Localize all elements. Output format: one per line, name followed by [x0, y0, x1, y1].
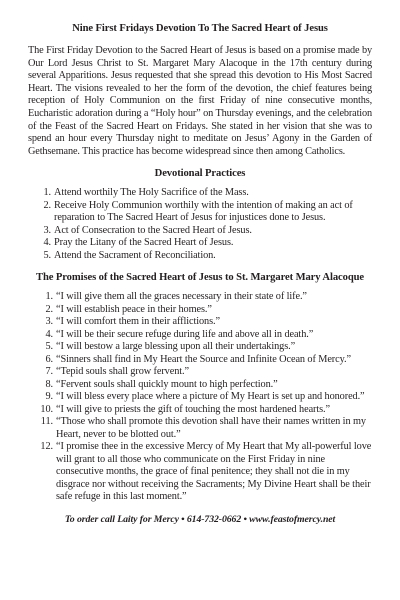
- promises-list: [28, 291, 372, 504]
- item-number: 6.: [45, 353, 53, 365]
- devotional-practices-list: [28, 187, 372, 262]
- devotional-practices-heading: Devotional Practices: [154, 168, 246, 180]
- list-item: [33, 404, 372, 417]
- item-number: 3.: [43, 224, 51, 236]
- item-text: “I will be their secure refuge during life and above all in death.”: [56, 328, 314, 340]
- list-item: [33, 379, 372, 392]
- item-text: “I will establish peace in their homes.”: [56, 303, 212, 315]
- item-text: “I will comfort them in their afflictions.”: [56, 316, 220, 328]
- item-number: 2.: [43, 199, 51, 211]
- list-item: [33, 391, 372, 404]
- item-number: 8.: [45, 378, 53, 390]
- intro-paragraph: The First Friday Devotion to the Sacred Heart of Jesus is based on a promise made by Our Lord Jesus Christ to St. Margaret Mary Alacoque in the 17th century during several Apparitions. Jesus requested that she spread this devotion to His Most Sacred Heart. The visions revealed to her the form of the devotion, the chief features being reception of Holy Communion on the first Friday of nine consecutive months, Eucharistic adoration during a “Holy hour” on Thursday evenings, and the celebration of the Feast of the Sacred Heart on Fridays. She stated in her vision that she was to spend an hour every Thursday night to meditate on Jesus’ Agony in the Garden of Gethsemane. This practice has become widespread since then among Catholics.: [28, 45, 372, 157]
- item-number: 4.: [45, 328, 53, 340]
- item-text: “I will give to priests the gift of touching the most hardened hearts.”: [56, 403, 330, 415]
- order-contact-footer: To order call Laity for Mercy • 614-732-0662 • www.feastofmercy.net: [64, 513, 336, 525]
- list-item: [34, 200, 372, 225]
- list-item: [33, 416, 372, 441]
- item-text: “I will bless every place where a picture of My Heart is set up and honored.”: [56, 391, 365, 403]
- list-item: [33, 366, 372, 379]
- item-number: 3.: [45, 316, 53, 328]
- item-text: Attend worthily The Holy Sacrifice of the Mass.: [54, 187, 249, 199]
- item-number: 7.: [45, 366, 53, 378]
- item-text: Pray the Litany of the Sacred Heart of Jesus.: [54, 237, 234, 249]
- item-number: 4.: [43, 237, 51, 249]
- list-item: [33, 291, 372, 304]
- item-number: 1.: [45, 291, 53, 303]
- list-item: [34, 237, 372, 250]
- list-item: [33, 354, 372, 367]
- list-item: [33, 316, 372, 329]
- promises-heading: The Promises of the Sacred Heart of Jesus to St. Margaret Mary Alacoque: [35, 272, 364, 284]
- item-number: 5.: [45, 341, 53, 353]
- item-number: 1.: [43, 187, 51, 199]
- item-text: Attend the Sacrament of Reconciliation.: [54, 249, 216, 261]
- list-item: [33, 441, 372, 504]
- list-item: [34, 225, 372, 238]
- item-text: “I will give them all the graces necessary in their state of life.”: [56, 291, 307, 303]
- item-text: “Fervent souls shall quickly mount to high perfection.”: [56, 378, 278, 390]
- item-number: 2.: [45, 303, 53, 315]
- item-number: 5.: [43, 249, 51, 261]
- item-text: “I will bestow a large blessing upon all their undertakings.”: [56, 341, 296, 353]
- list-item: [34, 250, 372, 263]
- item-text: “Sinners shall find in My Heart the Source and Infinite Ocean of Mercy.”: [56, 353, 351, 365]
- list-item: [34, 187, 372, 200]
- item-number: 10.: [40, 403, 53, 415]
- item-number: 9.: [45, 391, 53, 403]
- item-text: “Tepid souls shall grow fervent.”: [56, 366, 189, 378]
- item-text: “I promise thee in the excessive Mercy of My Heart that My all-powerful love will grant to all those who communicate on the First Friday in nine consecutive months, the grace of final penitence; they shall not die in my disgrace nor without receiving the Sacraments; My Divine Heart shall be their safe refuge in this last moment.”: [56, 441, 372, 503]
- item-text: Act of Consecration to the Sacred Heart of Jesus.: [54, 224, 252, 236]
- document-title: Nine First Fridays Devotion To The Sacred Heart of Jesus: [72, 23, 328, 34]
- item-text: “Those who shall promote this devotion shall have their names written in my Heart, never to be blotted out.”: [56, 416, 366, 440]
- list-item: [33, 304, 372, 317]
- item-number: 11.: [40, 416, 53, 428]
- list-item: [33, 329, 372, 342]
- list-item: [33, 341, 372, 354]
- item-text: Receive Holy Communion worthily with the intention of making an act of reparation to The Sacred Heart of Jesus for injustices done to Jesus.: [54, 199, 353, 224]
- item-number: 12.: [40, 441, 53, 453]
